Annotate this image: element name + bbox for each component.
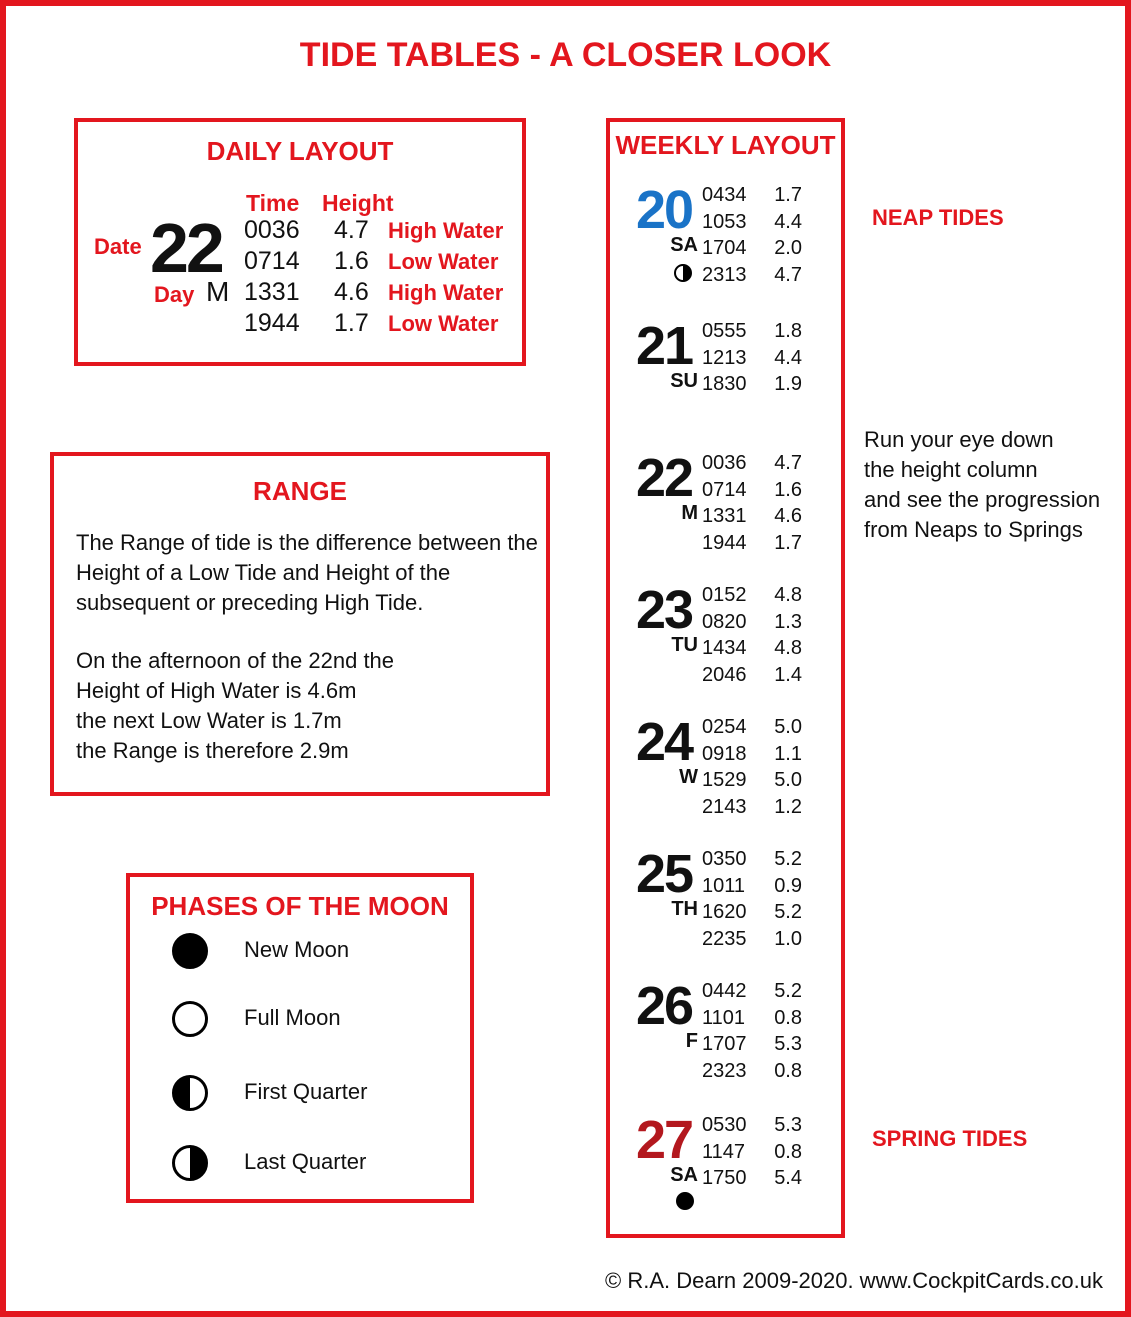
weekly-tide-row	[702, 371, 802, 397]
weekly-tide-height: 4.7	[774, 263, 802, 286]
weekly-tide-height: 5.2	[774, 901, 802, 923]
weekly-day-abbr: SA	[670, 1164, 698, 1186]
weekly-day-number: 23	[636, 580, 693, 640]
weekly-tide-row	[702, 530, 802, 556]
moon-label-full: Full Moon	[244, 1005, 341, 1030]
time-header: Time	[246, 190, 300, 216]
full-moon-icon	[172, 1001, 208, 1037]
weekly-tide-time: 0434	[702, 184, 747, 206]
spring-tides-label: SPRING TIDES	[872, 1126, 1028, 1151]
page-title: TIDE TABLES - A CLOSER LOOK	[299, 36, 832, 74]
weekly-tide-time: 0254	[702, 716, 747, 738]
weekly-day-abbr: SU	[670, 370, 698, 392]
weekly-tide-row	[702, 318, 802, 344]
weekly-tide-height: 0.8	[774, 1140, 802, 1163]
range-panel	[50, 452, 550, 796]
weekly-tide-row	[702, 182, 802, 208]
weekly-tide-height: 1.7	[774, 531, 802, 554]
weekly-tide-height: 0.8	[774, 1059, 802, 1082]
weekly-tide-row	[702, 714, 802, 740]
weekly-tide-height: 4.8	[774, 584, 802, 606]
moon-heading: PHASES OF THE MOON	[151, 891, 449, 921]
weekly-tide-time: 1707	[702, 1033, 747, 1055]
weekly-tide-row	[702, 1005, 802, 1031]
weekly-tide-time: 2046	[702, 663, 747, 686]
range-definition: The Range of tide is the difference between the Height of a Low Tide and Height of the subsequent or preceding High Tide.	[76, 530, 538, 615]
weekly-tide-height: 4.6	[774, 505, 802, 527]
weekly-tide-row	[702, 1165, 802, 1191]
weekly-tide-row	[702, 1112, 802, 1138]
copyright-footer: © R.A. Dearn 2009-2020. www.CockpitCards.co.uk	[605, 1268, 1103, 1293]
weekly-tide-time: 1147	[702, 1140, 746, 1163]
weekly-tide-height: 5.2	[774, 980, 802, 1002]
weekly-tide-row	[702, 635, 802, 661]
weekly-tide-row	[702, 503, 802, 529]
weekly-tide-row	[702, 794, 802, 820]
weekly-tide-height: 5.4	[774, 1167, 802, 1189]
weekly-day-20	[610, 178, 841, 288]
weekly-day-abbr: TH	[671, 898, 698, 920]
weekly-tide-time: 2323	[702, 1059, 747, 1082]
weekly-tide-row	[702, 873, 802, 899]
weekly-day-23	[610, 578, 841, 688]
range-line-1: On the afternoon of the 22nd the	[76, 648, 395, 673]
weekly-tide-height: 5.0	[774, 716, 802, 738]
weekly-day-abbr: SA	[670, 234, 698, 256]
daily-height-1: 4.7	[334, 216, 369, 244]
daily-label-1: High Water	[388, 218, 504, 243]
note-line-4: from Neaps to Springs	[864, 517, 1083, 542]
weekly-tide-time: 1944	[702, 531, 747, 554]
weekly-tide-row	[702, 235, 802, 261]
weekly-tide-time: 1529	[702, 769, 747, 791]
weekly-tide-height: 1.1	[774, 742, 802, 765]
weekly-tide-height: 4.4	[774, 210, 802, 233]
weekly-tide-time: 1213	[702, 346, 747, 369]
weekly-tide-row	[702, 209, 802, 235]
daily-time-1: 0036	[244, 216, 300, 244]
weekly-tide-time: 0152	[702, 584, 747, 606]
daily-label-3: High Water	[388, 280, 504, 305]
weekly-day-number: 24	[636, 712, 693, 772]
range-heading: RANGE	[253, 476, 347, 506]
weekly-tide-row	[702, 1031, 802, 1057]
new-moon-icon	[676, 1192, 694, 1210]
daily-time-2: 0714	[244, 247, 300, 275]
weekly-tide-row	[702, 846, 802, 872]
weekly-tide-row	[702, 899, 802, 925]
weekly-tide-height: 4.4	[774, 346, 802, 369]
weekly-tide-row	[702, 767, 802, 793]
moon-phases-panel	[126, 873, 474, 1203]
weekly-tide-height: 2.0	[774, 237, 802, 259]
neap-tides-label: NEAP TIDES	[872, 205, 1004, 230]
daily-height-3: 4.6	[334, 278, 369, 306]
weekly-tide-time: 1101	[702, 1006, 746, 1029]
weekly-tide-height: 4.8	[774, 637, 802, 659]
daily-height-4: 1.7	[334, 309, 369, 337]
weekly-tide-time: 0820	[702, 610, 747, 633]
daily-date-value: 22	[150, 209, 222, 287]
daily-label-4: Low Water	[388, 311, 499, 336]
daily-layout-panel	[74, 118, 526, 366]
weekly-day-25	[610, 842, 841, 952]
moon-label-new: New Moon	[244, 937, 350, 962]
weekly-tide-row	[702, 609, 802, 635]
weekly-tide-row	[702, 662, 802, 688]
weekly-day-abbr: W	[679, 766, 698, 788]
moon-label-first-quarter: First Quarter	[244, 1079, 368, 1104]
weekly-tide-time: 0714	[702, 478, 747, 501]
weekly-tide-time: 2235	[702, 927, 747, 950]
weekly-tide-time: 1830	[702, 373, 747, 395]
weekly-day-number: 21	[636, 316, 693, 376]
daily-height-2: 1.6	[334, 247, 369, 275]
last-quarter-icon	[674, 264, 692, 282]
weekly-day-22	[610, 446, 841, 556]
weekly-tide-row	[702, 345, 802, 371]
date-label: Date	[94, 234, 142, 259]
weekly-tide-time: 0530	[702, 1114, 747, 1136]
weekly-tide-height: 1.3	[774, 610, 802, 633]
weekly-tide-height: 1.2	[774, 795, 802, 818]
weekly-tide-height: 1.9	[774, 373, 802, 395]
weekly-tide-time: 2313	[702, 263, 747, 286]
weekly-day-number: 20	[636, 180, 693, 240]
weekly-day-number: 25	[636, 844, 693, 904]
weekly-tide-time: 1331	[702, 505, 747, 527]
range-line-4: the Range is therefore 2.9m	[76, 738, 349, 763]
weekly-tide-time: 1434	[702, 637, 747, 659]
weekly-heading: WEEKLY LAYOUT	[615, 130, 836, 160]
weekly-tide-time: 1704	[702, 237, 747, 259]
weekly-tide-time: 0036	[702, 452, 747, 474]
weekly-tide-time: 0555	[702, 320, 747, 342]
new-moon-icon	[172, 933, 208, 969]
weekly-tide-row	[702, 582, 802, 608]
note-line-3: and see the progression	[864, 487, 1101, 512]
weekly-tide-height: 4.7	[774, 452, 802, 474]
note-line-2: the height column	[864, 457, 1038, 482]
weekly-tide-time: 1620	[702, 901, 747, 923]
weekly-day-abbr: F	[685, 1030, 698, 1052]
daily-time-4: 1944	[244, 309, 300, 337]
weekly-tide-row	[702, 978, 802, 1004]
weekly-day-21	[610, 314, 841, 424]
weekly-tide-height: 1.8	[774, 320, 802, 342]
weekly-tide-time: 2143	[702, 795, 747, 818]
weekly-tide-height: 0.9	[774, 874, 802, 897]
daily-heading: DAILY LAYOUT	[206, 136, 394, 166]
weekly-tide-row	[702, 926, 802, 952]
weekly-tide-height: 0.8	[774, 1006, 802, 1029]
range-line-3: the next Low Water is 1.7m	[76, 708, 342, 733]
weekly-tide-row	[702, 477, 802, 503]
range-line-2: Height of High Water is 4.6m	[76, 678, 357, 703]
last-quarter-icon	[172, 1145, 208, 1181]
day-label: Day	[154, 282, 195, 307]
weekly-day-26	[610, 974, 841, 1084]
weekly-tide-row	[702, 1058, 802, 1084]
weekly-day-abbr: M	[681, 502, 698, 524]
weekly-layout-panel	[606, 118, 845, 1238]
weekly-tide-height: 1.4	[774, 663, 802, 686]
weekly-tide-row	[702, 1139, 802, 1165]
weekly-tide-height: 5.0	[774, 769, 802, 791]
weekly-day-number: 27	[636, 1110, 693, 1170]
weekly-tide-time: 0918	[702, 742, 747, 765]
weekly-tide-height: 5.3	[774, 1033, 802, 1055]
daily-time-3: 1331	[244, 278, 300, 306]
daily-day-value: M	[206, 276, 230, 307]
weekly-tide-height: 5.2	[774, 848, 802, 870]
weekly-day-27	[610, 1108, 841, 1218]
height-header: Height	[322, 190, 394, 216]
weekly-day-24	[610, 710, 841, 820]
weekly-tide-height: 1.0	[774, 927, 802, 950]
weekly-tide-time: 1750	[702, 1167, 747, 1189]
weekly-tide-row	[702, 741, 802, 767]
first-quarter-icon	[172, 1075, 208, 1111]
weekly-tide-time: 0442	[702, 980, 747, 1002]
daily-label-2: Low Water	[388, 249, 499, 274]
weekly-day-number: 22	[636, 448, 693, 508]
weekly-tide-height: 1.6	[774, 478, 802, 501]
weekly-tide-height: 5.3	[774, 1114, 802, 1136]
weekly-tide-row	[702, 450, 802, 476]
progression-note	[864, 425, 1100, 545]
note-line-1: Run your eye down	[864, 427, 1054, 452]
moon-label-last-quarter: Last Quarter	[244, 1149, 367, 1174]
weekly-tide-row	[702, 262, 802, 288]
weekly-day-abbr: TU	[671, 634, 698, 656]
weekly-day-number: 26	[636, 976, 693, 1036]
weekly-tide-time: 1011	[702, 874, 746, 897]
weekly-tide-time: 0350	[702, 848, 747, 870]
weekly-tide-time: 1053	[702, 210, 747, 233]
weekly-tide-height: 1.7	[774, 184, 802, 206]
